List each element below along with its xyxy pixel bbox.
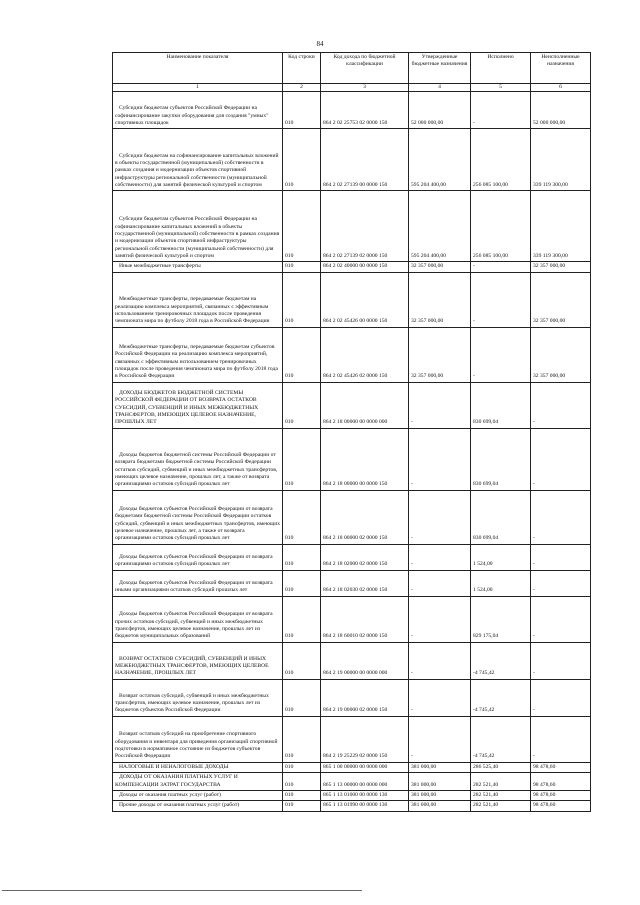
- row-unexecuted: -: [531, 382, 591, 428]
- row-line-code: 010: [283, 428, 321, 490]
- row-approved: 595 204 400,00: [409, 129, 471, 191]
- row-income-code: 864 2 02 25753 02 0000 150: [321, 92, 409, 129]
- row-approved: -: [409, 570, 471, 596]
- row-line-code: 010: [283, 716, 321, 762]
- row-approved: -: [409, 679, 471, 716]
- column-header-executed: Исполнено: [471, 53, 531, 84]
- row-executed: 256 085 100,00: [471, 191, 531, 262]
- row-unexecuted: -: [531, 544, 591, 570]
- row-income-code: 865 1 13 01990 00 0000 130: [321, 801, 409, 811]
- row-executed: -: [471, 272, 531, 327]
- row-executed: 1 524,00: [471, 570, 531, 596]
- row-name: Доходы бюджетов бюджетной системы Российской Федерации от возврата бюджетами бюджетной системы Российской Федерации остатков субсидий, субвенций и иных межбюджетных трансфертов, имеющих целевое назначение, прошлых лет, а также от возврата организациями остатков субсидий прошлых лет: [113, 428, 283, 490]
- row-income-code: 864 2 02 45426 00 0000 150: [321, 272, 409, 327]
- row-line-code: 010: [283, 773, 321, 791]
- row-executed: 282 521,40: [471, 790, 531, 800]
- table-row: [113, 801, 591, 811]
- table-row: [113, 262, 591, 272]
- row-name: Субсидии бюджетам на софинансирование капитальных вложений в объекты государственной (муниципальной) собственности в рамках создания и модернизации объектов спортивной инфраструктуры региональной собственности (муниципальной собственности) для занятий физической культурой и спортом: [113, 129, 283, 191]
- row-name: ДОХОДЫ БЮДЖЕТОВ БЮДЖЕТНОЙ СИСТЕМЫ РОССИЙСКОЙ ФЕДЕРАЦИИ ОТ ВОЗВРАТА ОСТАТКОВ СУБСИДИЙ, СУБВЕНЦИЙ И ИНЫХ МЕЖБЮДЖЕТНЫХ ТРАНСФЕРТОВ, ИМЕЮЩИХ ЦЕЛЕВОЕ НАЗНАЧЕНИЕ, ПРОШЛЫХ ЛЕТ: [113, 382, 283, 428]
- row-executed: 830 699,04: [471, 490, 531, 544]
- row-unexecuted: 339 119 300,00: [531, 191, 591, 262]
- row-line-code: 010: [283, 490, 321, 544]
- row-approved: -: [409, 490, 471, 544]
- row-name: НАЛОГОВЫЕ И НЕНАЛОГОВЫЕ ДОХОДЫ: [113, 762, 283, 772]
- column-header-unexecuted: Неисполненные назначения: [531, 53, 591, 84]
- row-approved: 32 357 000,00: [409, 327, 471, 382]
- table-row: [113, 716, 591, 762]
- row-income-code: 864 2 18 02000 02 0000 150: [321, 544, 409, 570]
- row-line-code: 010: [283, 382, 321, 428]
- table-row: [113, 762, 591, 772]
- table-row: [113, 596, 591, 642]
- table-row: [113, 191, 591, 262]
- table-row: [113, 490, 591, 544]
- column-header-line-code: Код строки: [283, 53, 321, 84]
- row-line-code: 010: [283, 544, 321, 570]
- table-body: [113, 92, 591, 811]
- column-number: 3: [321, 84, 409, 92]
- row-approved: 32 357 000,00: [409, 272, 471, 327]
- row-approved: -: [409, 716, 471, 762]
- table-row: [113, 92, 591, 129]
- row-executed: 286 525,40: [471, 762, 531, 772]
- row-executed: -4 745,42: [471, 716, 531, 762]
- row-executed: -4 745,42: [471, 679, 531, 716]
- row-approved: 52 000 000,00: [409, 92, 471, 129]
- row-line-code: 010: [283, 272, 321, 327]
- row-unexecuted: 98 478,60: [531, 773, 591, 791]
- row-approved: 381 000,00: [409, 801, 471, 811]
- row-executed: 830 699,04: [471, 428, 531, 490]
- row-approved: -: [409, 428, 471, 490]
- row-executed: 282 521,40: [471, 773, 531, 791]
- column-number: 5: [471, 84, 531, 92]
- table-row: [113, 773, 591, 791]
- row-unexecuted: 98 478,60: [531, 790, 591, 800]
- row-name: Доходы бюджетов субъектов Российской Федерации от возврата прочих остатков субсидий, субвенций и иных межбюджетных трансфертов, имеющих целевое назначение, прошлых лет из бюджетов муниципальных образований: [113, 596, 283, 642]
- row-income-code: 864 2 02 45426 02 0000 150: [321, 327, 409, 382]
- table-row: [113, 428, 591, 490]
- table-row: [113, 790, 591, 800]
- row-approved: 381 000,00: [409, 790, 471, 800]
- row-income-code: 865 1 13 01000 00 0000 130: [321, 790, 409, 800]
- row-name: Возврат остатков субсидий, субвенций и иных межбюджетных трансфертов, имеющих целевое назначение, прошлых лет из бюджетов субъектов Российской Федерации: [113, 679, 283, 716]
- row-unexecuted: -: [531, 642, 591, 679]
- row-name: ДОХОДЫ ОТ ОКАЗАНИЯ ПЛАТНЫХ УСЛУГ И КОМПЕНСАЦИИ ЗАТРАТ ГОСУДАРСТВА: [113, 773, 283, 791]
- page-number: 84: [316, 40, 324, 48]
- row-unexecuted: 52 000 000,00: [531, 92, 591, 129]
- row-approved: 32 357 000,00: [409, 262, 471, 272]
- row-income-code: 864 2 18 60010 02 0000 150: [321, 596, 409, 642]
- row-income-code: 864 2 18 00000 02 0000 150: [321, 490, 409, 544]
- row-line-code: 010: [283, 642, 321, 679]
- table-row: [113, 642, 591, 679]
- table-row: [113, 327, 591, 382]
- row-line-code: 010: [283, 762, 321, 772]
- row-line-code: 010: [283, 801, 321, 811]
- row-approved: 381 000,00: [409, 773, 471, 791]
- row-executed: 256 085 100,00: [471, 129, 531, 191]
- column-header-name: Наименование показателя: [113, 53, 283, 84]
- row-income-code: 864 2 02 40000 00 0000 150: [321, 262, 409, 272]
- row-income-code: 864 2 18 00000 00 0000 000: [321, 382, 409, 428]
- row-income-code: 864 2 18 02030 02 0000 150: [321, 570, 409, 596]
- column-number: 1: [113, 84, 283, 92]
- row-executed: -: [471, 327, 531, 382]
- table-header-row: [113, 53, 591, 84]
- row-line-code: 010: [283, 129, 321, 191]
- row-unexecuted: -: [531, 570, 591, 596]
- row-income-code: 865 1 13 00000 00 0000 000: [321, 773, 409, 791]
- row-unexecuted: -: [531, 716, 591, 762]
- column-header-income-code: Код дохода по бюджетной классификации: [321, 53, 409, 84]
- row-line-code: 010: [283, 679, 321, 716]
- row-income-code: 864 2 19 25229 02 0000 150: [321, 716, 409, 762]
- row-approved: -: [409, 596, 471, 642]
- row-executed: -4 745,42: [471, 642, 531, 679]
- row-name: Прочие доходы от оказания платных услуг (работ): [113, 801, 283, 811]
- row-name: Субсидии бюджетам субъектов Российской Федерации на софинансирование капитальных вложений в объекты государственной (муниципальной) собственности в рамках создания и модернизации объектов спортивной инфраструктуры региональной собственности (муниципальной собственности) для занятий физической культурой и спортом: [113, 191, 283, 262]
- column-header-approved: Утвержденные бюджетные назначения: [409, 53, 471, 84]
- row-approved: -: [409, 642, 471, 679]
- row-executed: 829 175,04: [471, 596, 531, 642]
- row-executed: 1 524,00: [471, 544, 531, 570]
- row-executed: 830 699,04: [471, 382, 531, 428]
- row-income-code: 865 1 00 00000 00 0000 000: [321, 762, 409, 772]
- row-unexecuted: 32 357 000,00: [531, 272, 591, 327]
- row-name: Межбюджетные трансферты, передаваемые бюджетам на реализацию комплекса мероприятий, связанных с эффективным использованием тренировочных площадок после проведения чемпионата мира по футболу 2018 года в Российской Федерации: [113, 272, 283, 327]
- column-number: 4: [409, 84, 471, 92]
- row-name: Доходы бюджетов субъектов Российской Федерации от возврата организациями остатков субсидий прошлых лет: [113, 544, 283, 570]
- table-row: [113, 272, 591, 327]
- row-unexecuted: 339 119 300,00: [531, 129, 591, 191]
- row-unexecuted: -: [531, 490, 591, 544]
- row-name: Межбюджетные трансферты, передаваемые бюджетам субъектов Российской Федерации на реализацию комплекса мероприятий, связанных с эффективным использованием тренировочных площадок после проведения чемпионата мира по футболу 2018 года в Российской Федерации: [113, 327, 283, 382]
- row-unexecuted: 98 478,60: [531, 801, 591, 811]
- budget-execution-table: [112, 52, 591, 812]
- row-executed: -: [471, 92, 531, 129]
- row-unexecuted: 32 357 000,00: [531, 262, 591, 272]
- row-income-code: 864 2 19 00000 00 0000 000: [321, 642, 409, 679]
- column-number-row: [113, 84, 591, 92]
- row-unexecuted: 32 357 000,00: [531, 327, 591, 382]
- row-approved: 381 000,00: [409, 762, 471, 772]
- row-name: Субсидии бюджетам субъектов Российской Федерации на софинансирование закупки оборудования для создания "умных" спортивных площадок: [113, 92, 283, 129]
- row-line-code: 010: [283, 790, 321, 800]
- row-line-code: 010: [283, 596, 321, 642]
- row-executed: 282 521,40: [471, 801, 531, 811]
- footer-divider: [2, 890, 362, 891]
- row-income-code: 864 2 02 27139 02 0000 150: [321, 191, 409, 262]
- row-line-code: 010: [283, 262, 321, 272]
- row-name: Возврат остатков субсидий на приобретение спортивного оборудования и инвентаря для приведения организаций спортивной подготовки в нормативное состояние из бюджетов субъектов Российской Федерации: [113, 716, 283, 762]
- table-row: [113, 129, 591, 191]
- row-unexecuted: -: [531, 596, 591, 642]
- row-unexecuted: -: [531, 679, 591, 716]
- table-row: [113, 570, 591, 596]
- row-approved: -: [409, 382, 471, 428]
- row-income-code: 864 2 02 27139 00 0000 150: [321, 129, 409, 191]
- row-executed: -: [471, 262, 531, 272]
- column-number: 2: [283, 84, 321, 92]
- table-row: [113, 679, 591, 716]
- row-income-code: 864 2 19 00000 02 0000 150: [321, 679, 409, 716]
- row-name: Доходы бюджетов субъектов Российской Федерации от возврата иными организациями остатков субсидий прошлых лет: [113, 570, 283, 596]
- row-unexecuted: 98 478,60: [531, 762, 591, 772]
- row-line-code: 010: [283, 327, 321, 382]
- column-number: 6: [531, 84, 591, 92]
- row-line-code: 010: [283, 92, 321, 129]
- row-approved: -: [409, 544, 471, 570]
- table-row: [113, 382, 591, 428]
- row-approved: 595 204 400,00: [409, 191, 471, 262]
- row-name: Доходы от оказания платных услуг (работ): [113, 790, 283, 800]
- row-line-code: 010: [283, 191, 321, 262]
- row-name: Доходы бюджетов субъектов Российской Федерации от возврата бюджетами бюджетной системы Российской Федерации остатков субсидий, субвенций и иных межбюджетных трансфертов, имеющих целевое назначение, прошлых лет, а также от возврата организациями остатков субсидий прошлых лет: [113, 490, 283, 544]
- row-unexecuted: -: [531, 428, 591, 490]
- row-name: Иные межбюджетные трансферты: [113, 262, 283, 272]
- table-row: [113, 544, 591, 570]
- row-income-code: 864 2 18 00000 00 0000 150: [321, 428, 409, 490]
- row-name: ВОЗВРАТ ОСТАТКОВ СУБСИДИЙ, СУБВЕНЦИЙ И ИНЫХ МЕЖБЮДЖЕТНЫХ ТРАНСФЕРТОВ, ИМЕЮЩИХ ЦЕЛЕВОЕ НАЗНАЧЕНИЕ, ПРОШЛЫХ ЛЕТ: [113, 642, 283, 679]
- row-line-code: 010: [283, 570, 321, 596]
